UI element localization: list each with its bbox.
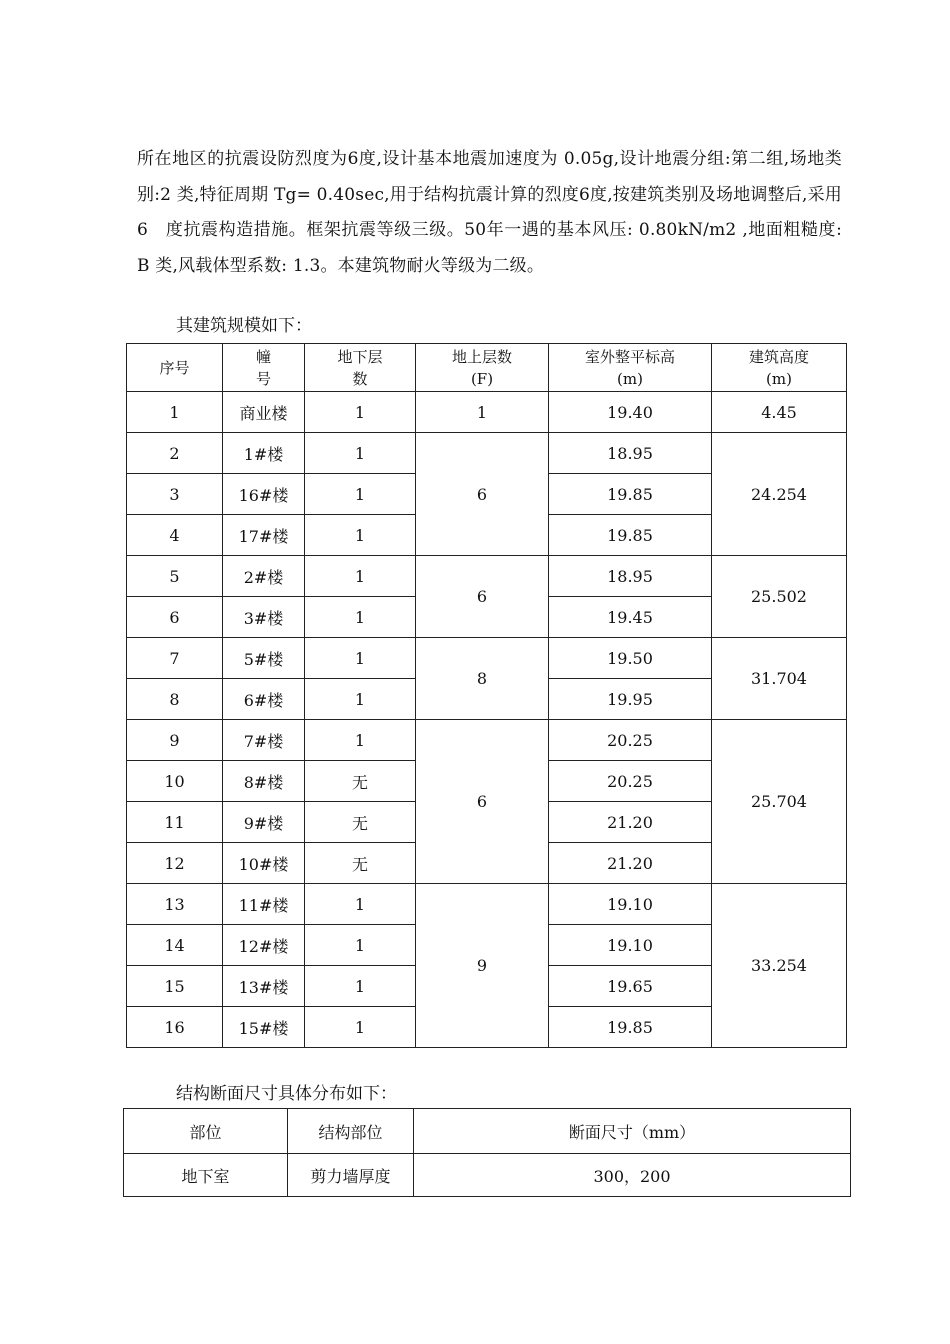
- cell-basement: 无: [305, 802, 416, 843]
- table-row: [127, 556, 847, 597]
- cell-index: 14: [127, 925, 223, 966]
- cell-height: 31.704: [712, 638, 847, 720]
- header-section-size: 断面尺寸（mm）: [414, 1109, 851, 1154]
- intro-paragraph: 所在地区的抗震设防烈度为6度,设计基本地震加速度为 0.05g,设计地震分组:第二组,场地类别:2 类,特征周期 Tg= 0.40sec,用于结构抗震计算的烈度6度,按建筑类别及场地调整后,采用 6 度抗震构造措施。框架抗震等级三级。50年一遇的基本风压: 0.80kN/m2 ,地面粗糙度: B 类,风载体型系数: 1.3。本建筑物耐火等级为二级。: [137, 149, 843, 276]
- cell-basement: 1: [305, 679, 416, 720]
- cell-index: 16: [127, 1007, 223, 1048]
- table-row: [127, 433, 847, 474]
- cell-elevation: 19.50: [549, 638, 712, 679]
- cell-basement: 1: [305, 474, 416, 515]
- header-index: 序号: [127, 344, 223, 392]
- cell-index: 10: [127, 761, 223, 802]
- cell-floors: 6: [416, 433, 549, 556]
- cell-floors: 6: [416, 720, 549, 884]
- cell-elevation: 19.95: [549, 679, 712, 720]
- cell-elevation: 18.95: [549, 556, 712, 597]
- header-part: 部位: [124, 1109, 288, 1154]
- header-outdoor-elevation: 室外整平标高 (m): [549, 344, 712, 392]
- building-scale-caption: 其建筑规模如下：: [176, 316, 312, 336]
- cell-elevation: 19.10: [549, 884, 712, 925]
- cell-elevation: 19.40: [549, 392, 712, 433]
- cell-building: 15#楼: [223, 1007, 305, 1048]
- table-row: [127, 638, 847, 679]
- table-header-row: [127, 344, 847, 392]
- cell-basement: 1: [305, 966, 416, 1007]
- table-row: [127, 884, 847, 925]
- cell-index: 13: [127, 884, 223, 925]
- cell-building: 11#楼: [223, 884, 305, 925]
- cell-height: 4.45: [712, 392, 847, 433]
- cell-index: 1: [127, 392, 223, 433]
- header-above-ground-floors: 地上层数 (F): [416, 344, 549, 392]
- cell-building: 9#楼: [223, 802, 305, 843]
- cell-building: 3#楼: [223, 597, 305, 638]
- cell-index: 6: [127, 597, 223, 638]
- cell-index: 9: [127, 720, 223, 761]
- cell-floors: 9: [416, 884, 549, 1048]
- cell-index: 2: [127, 433, 223, 474]
- cell-building: 10#楼: [223, 843, 305, 884]
- cell-height: 25.704: [712, 720, 847, 884]
- header-basement-floors: 地下层 数: [305, 344, 416, 392]
- cell-elevation: 19.45: [549, 597, 712, 638]
- cell-height: 24.254: [712, 433, 847, 556]
- cell-basement: 无: [305, 843, 416, 884]
- cell-basement: 1: [305, 433, 416, 474]
- cell-building: 2#楼: [223, 556, 305, 597]
- cell-floors: 6: [416, 556, 549, 638]
- cell-index: 12: [127, 843, 223, 884]
- cell-index: 15: [127, 966, 223, 1007]
- cell-basement: 无: [305, 761, 416, 802]
- cell-building: 1#楼: [223, 433, 305, 474]
- header-structure-part: 结构部位: [288, 1109, 414, 1154]
- cell-basement: 1: [305, 556, 416, 597]
- header-building-height: 建筑高度 (m): [712, 344, 847, 392]
- cell-index: 11: [127, 802, 223, 843]
- cell-part: 地下室: [124, 1154, 288, 1197]
- cell-elevation: 19.10: [549, 925, 712, 966]
- cell-floors: 8: [416, 638, 549, 720]
- cell-building: 12#楼: [223, 925, 305, 966]
- header-building: 幢 号: [223, 344, 305, 392]
- cell-building: 商业楼: [223, 392, 305, 433]
- cell-elevation: 19.65: [549, 966, 712, 1007]
- cell-building: 7#楼: [223, 720, 305, 761]
- cell-index: 4: [127, 515, 223, 556]
- cell-building: 13#楼: [223, 966, 305, 1007]
- section-size-table: [123, 1108, 851, 1197]
- cell-basement: 1: [305, 392, 416, 433]
- cell-elevation: 20.25: [549, 720, 712, 761]
- table-row: [127, 720, 847, 761]
- cell-elevation: 19.85: [549, 515, 712, 556]
- cell-elevation: 20.25: [549, 761, 712, 802]
- cell-building: 17#楼: [223, 515, 305, 556]
- cell-elevation: 19.85: [549, 1007, 712, 1048]
- cell-building: 8#楼: [223, 761, 305, 802]
- cell-building: 16#楼: [223, 474, 305, 515]
- cell-section-size: 300，200: [414, 1154, 851, 1197]
- cell-index: 7: [127, 638, 223, 679]
- table-row: [124, 1154, 851, 1197]
- cell-index: 3: [127, 474, 223, 515]
- cell-index: 5: [127, 556, 223, 597]
- cell-basement: 1: [305, 884, 416, 925]
- cell-basement: 1: [305, 515, 416, 556]
- cell-basement: 1: [305, 638, 416, 679]
- cell-building: 5#楼: [223, 638, 305, 679]
- section-size-caption: 结构断面尺寸具体分布如下：: [176, 1084, 397, 1104]
- cell-height: 33.254: [712, 884, 847, 1048]
- cell-height: 25.502: [712, 556, 847, 638]
- cell-index: 8: [127, 679, 223, 720]
- cell-basement: 1: [305, 1007, 416, 1048]
- cell-building: 6#楼: [223, 679, 305, 720]
- table-row: [127, 392, 847, 433]
- cell-elevation: 21.20: [549, 802, 712, 843]
- cell-elevation: 18.95: [549, 433, 712, 474]
- cell-elevation: 21.20: [549, 843, 712, 884]
- cell-basement: 1: [305, 597, 416, 638]
- cell-basement: 1: [305, 720, 416, 761]
- cell-floors: 1: [416, 392, 549, 433]
- cell-basement: 1: [305, 925, 416, 966]
- building-scale-table: [126, 343, 847, 1048]
- table-header-row: [124, 1109, 851, 1154]
- cell-elevation: 19.85: [549, 474, 712, 515]
- cell-structure-part: 剪力墙厚度: [288, 1154, 414, 1197]
